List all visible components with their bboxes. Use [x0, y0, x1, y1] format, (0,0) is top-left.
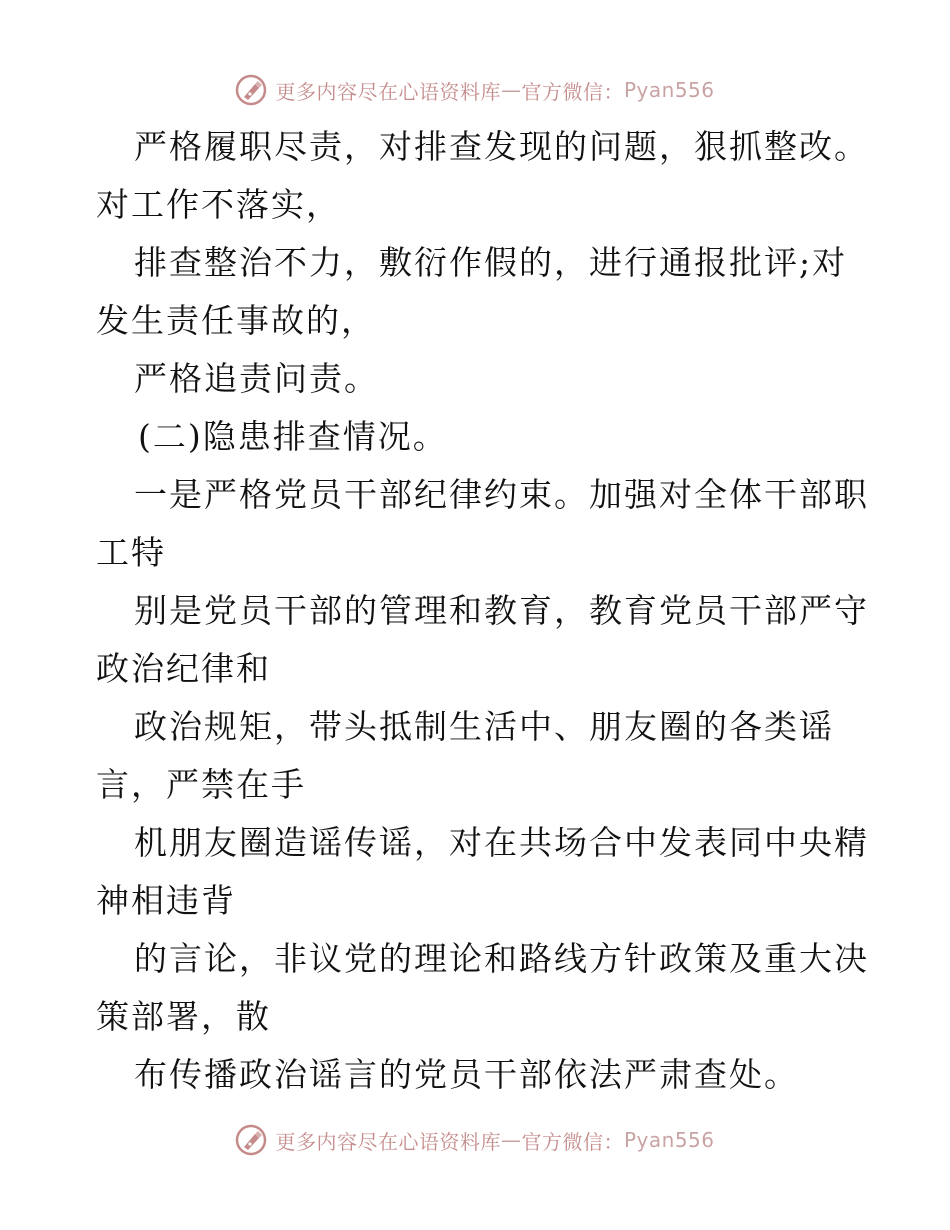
watermark-main-text: 更多内容尽在心语资料库 — [275, 1129, 501, 1154]
paragraph-line: 发生责任事故的， — [96, 301, 376, 340]
footer-watermark — [0, 1120, 950, 1160]
paragraph-line: 排查整治不力，敷衍作假的，进行通报批评;对 — [134, 243, 848, 282]
paragraph-line: 政治规矩，带头抵制生活中、朋友圈的各类谣 — [134, 707, 834, 746]
paragraph-line: 对工作不落实， — [96, 185, 341, 224]
fountain-pen-logo-icon — [235, 74, 267, 106]
paragraph-line: 严格追责问责。 — [134, 359, 379, 398]
paragraph-line: 工特 — [96, 533, 166, 572]
paragraph-line: 严格履职尽责，对排查发现的问题，狠抓整改。 — [134, 127, 869, 166]
watermark-separator: — — [500, 78, 522, 102]
header-watermark — [0, 70, 950, 110]
document-body — [96, 118, 869, 1104]
watermark-account: Pyan556 — [623, 78, 715, 102]
paragraph-line: 布传播政治谣言的党员干部依法严肃查处。 — [134, 1055, 799, 1094]
paragraph-line: 策部署，散 — [96, 997, 271, 1036]
paragraph-line: 机朋友圈造谣传谣，对在共场合中发表同中央精 — [134, 823, 869, 862]
paragraph-line: 一是严格党员干部纪律约束。加强对全体干部职 — [134, 475, 869, 514]
watermark-separator: — — [500, 1128, 522, 1152]
watermark-main-text: 更多内容尽在心语资料库 — [275, 79, 501, 104]
fountain-pen-logo-icon — [235, 1124, 267, 1156]
section-heading: (二)隐患排查情况。 — [138, 417, 448, 456]
paragraph-line: 言，严禁在手 — [96, 765, 306, 804]
watermark-official-label: 官方微信： — [521, 79, 624, 104]
paragraph-line: 政治纪律和 — [96, 649, 271, 688]
watermark-account: Pyan556 — [623, 1128, 715, 1152]
paragraph-line: 神相违背 — [96, 881, 236, 920]
paragraph-line: 别是党员干部的管理和教育，教育党员干部严守 — [134, 591, 869, 630]
paragraph-line: 的言论，非议党的理论和路线方针政策及重大决 — [134, 939, 869, 978]
watermark-official-label: 官方微信： — [521, 1129, 624, 1154]
